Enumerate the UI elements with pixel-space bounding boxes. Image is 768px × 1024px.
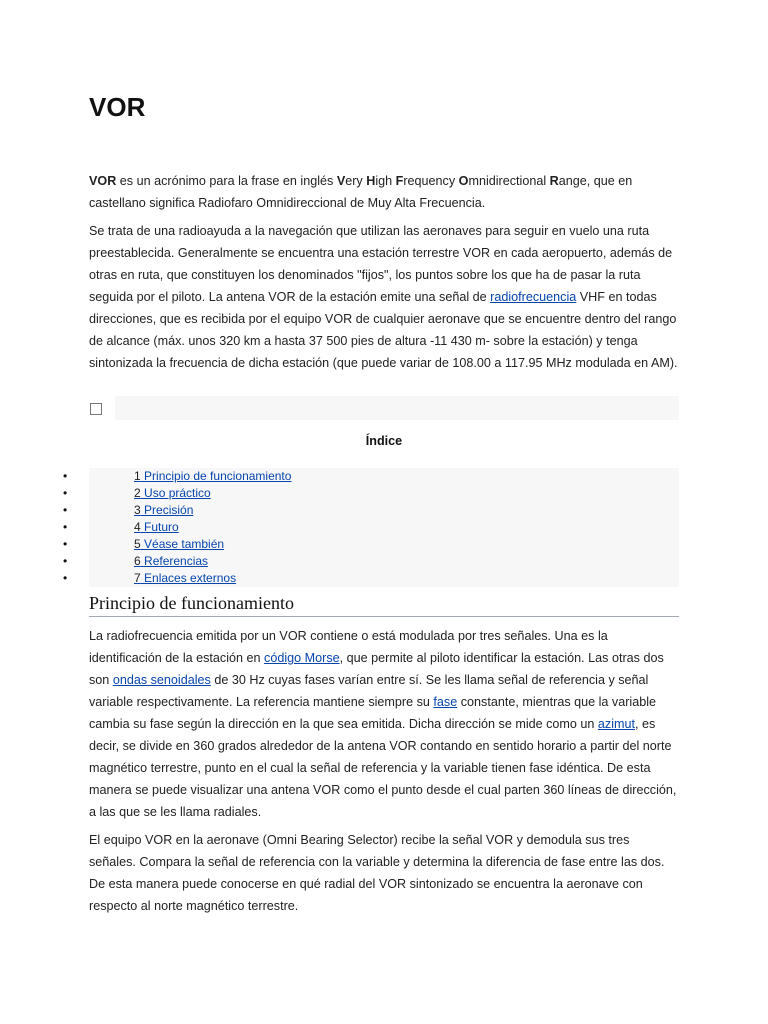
section-heading-principio: Principio de funcionamiento bbox=[89, 593, 679, 617]
bold-letter: H bbox=[366, 174, 376, 188]
bullet: • bbox=[63, 571, 68, 585]
toc-link-futuro[interactable]: 4 Futuro bbox=[134, 520, 179, 534]
bold-term: VOR bbox=[89, 174, 117, 188]
link-codigo-morse[interactable]: código Morse bbox=[264, 651, 340, 665]
toc-item bbox=[0, 519, 768, 536]
text: La radiofrecuencia emitida por un VOR contiene o está modulada por tres señales. Una es la identificación de la estación en bbox=[89, 629, 608, 665]
toc-link-precision[interactable]: 3 Precisión bbox=[134, 503, 194, 517]
bullet: • bbox=[63, 554, 68, 568]
text: de 30 Hz cuyas fases varían entre sí. Se les llama señal de referencia y señal variable respectivamente. La referencia mantiene siempre su bbox=[89, 673, 649, 709]
text: , es decir, se divide en 360 grados alrededor de la antena VOR contando en sentido horario a partir del norte magnético terrestre, punto en el cual la señal de referencia y la variable tienen fase idéntica. De esta manera se puede visualizar una antena VOR como el punto desde el cual parten 360 líneas de dirección, a las que se les llama radiales. bbox=[89, 717, 677, 819]
toc-item bbox=[0, 553, 768, 570]
text: igh bbox=[375, 174, 396, 188]
intro bbox=[89, 170, 679, 380]
text: es un acrónimo para la frase en inglés bbox=[116, 174, 337, 188]
text: VHF en todas direcciones, que es recibida por el equipo VOR de cualquier aeronave que se encuentre dentro del rango de alcance (máx. unos 320 km a hasta 37 500 pies de altura -11 430 m- sobre la estación) y tenga sintonizada la frecuencia de dicha estación (que puede variar de 108.00 a 117.95 MHz modulada en AM). bbox=[89, 290, 678, 370]
toc-list bbox=[0, 468, 768, 587]
bold-letter: V bbox=[336, 174, 346, 188]
bullet: • bbox=[63, 520, 68, 534]
text: requency bbox=[403, 174, 459, 188]
text: constante, mientras que la variable cambia su fase según la dirección en la que sea emitida. Dicha dirección se mide como un bbox=[89, 695, 657, 731]
toc-toggle-row bbox=[89, 396, 679, 420]
toc-item bbox=[0, 570, 768, 587]
intro-paragraph-2 bbox=[89, 220, 679, 374]
intro-paragraph-1 bbox=[89, 170, 679, 214]
toc-link-uso[interactable]: 2 Uso práctico bbox=[134, 486, 211, 500]
section-paragraph-1 bbox=[89, 625, 679, 823]
bold-letter: F bbox=[395, 174, 404, 188]
text: , que permite al piloto identificar la estación. Las otras dos son bbox=[89, 651, 664, 687]
toc-link-referencias[interactable]: 6 Referencias bbox=[134, 554, 209, 568]
toc-toggle-checkbox[interactable] bbox=[90, 403, 102, 415]
section-principio bbox=[89, 625, 679, 923]
bullet: • bbox=[63, 503, 68, 517]
toc-item bbox=[0, 502, 768, 519]
text: ange, que en castellano significa Radiofaro Omnidireccional de Muy Alta Frecuencia. bbox=[89, 174, 633, 210]
toc-toggle-bar bbox=[115, 396, 679, 420]
bullet: • bbox=[63, 486, 68, 500]
link-radiofrecuencia[interactable]: radiofrecuencia bbox=[490, 290, 577, 304]
link-fase[interactable]: fase bbox=[433, 695, 458, 709]
section-paragraph-2: El equipo VOR en la aeronave (Omni Bearing Selector) recibe la señal VOR y demodula sus tres señales. Compara la señal de referencia con la variable y determina la diferencia de fase entre las dos. De esta manera puede conocerse en qué radial del VOR sintonizado se encuentra la aeronave con respecto al norte magnético terrestre. bbox=[89, 833, 665, 913]
toc-link-vease[interactable]: 5 Véase también bbox=[134, 537, 225, 551]
page-title: VOR bbox=[89, 92, 146, 122]
toc-item bbox=[0, 485, 768, 502]
text: ery bbox=[345, 174, 367, 188]
bullet: • bbox=[63, 537, 68, 551]
bold-letter: R bbox=[549, 174, 559, 188]
toc-item bbox=[0, 468, 768, 485]
text: Se trata de una radioayuda a la navegación que utilizan las aeronaves para seguir en vuelo una ruta preestablecida. Generalmente se encuentra una estación terrestre VOR en cada aeropuerto, además de otras en ruta, que constituyen los denominados "fijos", los puntos sobre los que ha de pasar la ruta seguida por el piloto. La antena VOR de la estación emite una señal de bbox=[89, 224, 673, 304]
bold-letter: O bbox=[458, 174, 469, 188]
bullet: • bbox=[63, 469, 68, 483]
toc-link-enlaces[interactable]: 7 Enlaces externos bbox=[134, 571, 237, 585]
text: mnidirectional bbox=[468, 174, 550, 188]
link-ondas-senoidales[interactable]: ondas senoidales bbox=[112, 673, 211, 687]
toc-title: Índice bbox=[365, 434, 403, 448]
link-azimut[interactable]: azimut bbox=[597, 717, 636, 731]
toc-link-principio[interactable]: 1 Principio de funcionamiento bbox=[134, 469, 292, 483]
toc-item bbox=[0, 536, 768, 553]
